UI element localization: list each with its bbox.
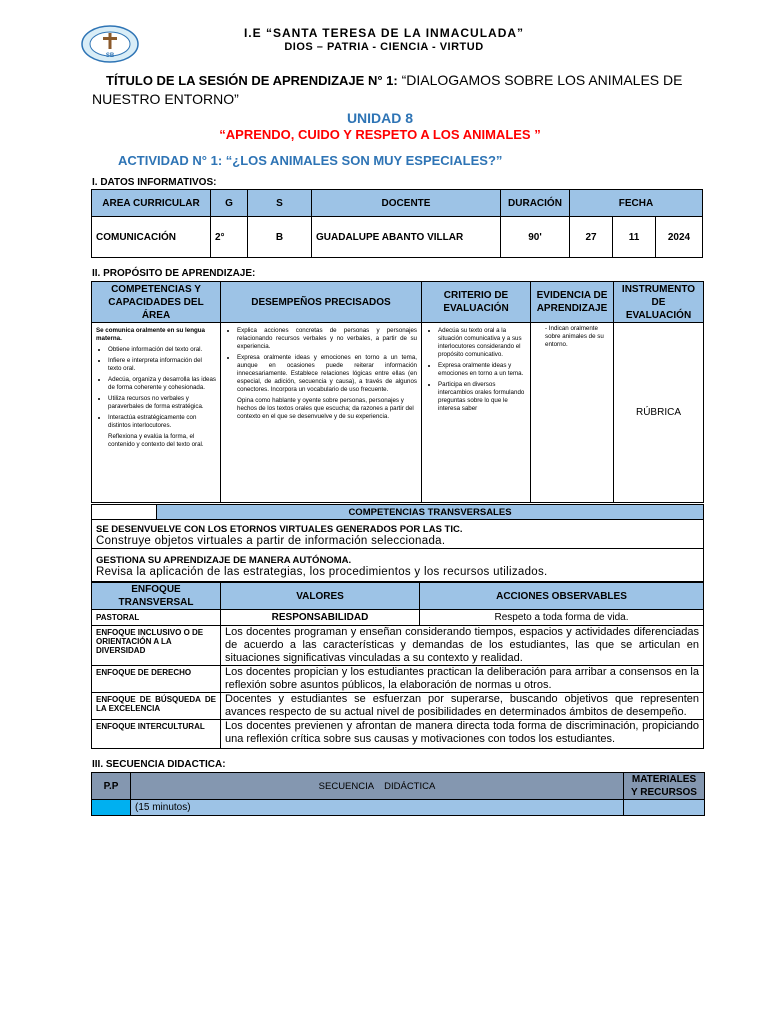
activity-title: ACTIVIDAD N° 1: “¿LOS ANIMALES SON MUY ESPECIALES?” <box>118 153 503 168</box>
capacity-item: • Adecúa, organiza y desarrolla las ideas de forma coherente y cohesionada. <box>108 376 216 392</box>
section-2-heading: II. PROPÓSITO DE APRENDIZAJE: <box>92 268 256 279</box>
date-day: 27 <box>570 217 613 258</box>
transversal-item <box>92 549 704 582</box>
session-title-text-1: “DIALOGAMOS SOBRE LOS ANIMALES DE <box>397 72 683 88</box>
approach-name: ENFOQUE DE DERECHO <box>92 666 221 693</box>
area-value: COMUNICACIÓN <box>92 217 211 258</box>
capacity-item: Reflexiona y evalúa la forma, el contenido y contexto del texto oral. <box>108 433 204 448</box>
col-section: S <box>248 190 312 217</box>
approach-text: Los docentes previenen y afrontan de manera directa toda forma de discriminación, propiciando una reflexión crítica sobre sus causas y motivaciones con todos los estudiantes. <box>221 720 704 749</box>
date-month: 11 <box>613 217 656 258</box>
performance-item: Opina como hablante y oyente sobre personas, personajes y hechos de los textos orales que escucha; da razones a partir del contexto en el que se desenvuelve y de su experiencia. <box>237 397 414 420</box>
col-duration: DURACIÓN <box>501 190 570 217</box>
performances-cell <box>221 323 422 503</box>
transversal-heading: COMPETENCIAS TRANSVERSALES <box>157 505 704 520</box>
col-teacher: DOCENTE <box>312 190 501 217</box>
approach-name: ENFOQUE INCLUSIVO O DE ORIENTACIÓN A LA DIVERSIDAD <box>92 626 221 666</box>
school-name: I.E “SANTA TERESA DE LA INMACULADA” <box>243 26 525 40</box>
col-evidence: EVIDENCIA DE APRENDIZAJE <box>531 282 614 323</box>
unit-subtitle: “APRENDO, CUIDO Y RESPETO A LOS ANIMALES ” <box>219 127 541 142</box>
transversal-item-title: SE DESENVUELVE CON LOS ETORNOS VIRTUALES GENERADOS POR LAS TIC. <box>96 523 463 535</box>
transversal-table <box>91 504 704 582</box>
criterion-item: • Expresa oralmente ideas y emociones en torno a un tema. <box>438 362 526 378</box>
purpose-table <box>91 281 704 503</box>
transversal-item-title: GESTIONA SU APRENDIZAJE DE MANERA AUTÓNOMA. <box>96 554 352 566</box>
criterion-item: • Participa en diversos intercambios orales formulando preguntas sobre lo que le interesa saber <box>438 381 526 413</box>
col-criteria: CRITERIO DE EVALUACIÓN <box>422 282 531 323</box>
col-grade: G <box>211 190 248 217</box>
col-pp: P.P <box>92 773 131 800</box>
capacity-item: • Obtiene información del texto oral. <box>108 346 216 354</box>
grade-value: 2° <box>211 217 248 258</box>
approach-text: Docentes y estudiantes se esfuerzan por superarse, buscando objetivos que representen avances respecto de su actual nivel de posibilidades en determinados ámbitos de desempeño. <box>221 693 704 720</box>
approach-name: ENFOQUE INTERCULTURAL <box>92 720 221 749</box>
criterion-item: • Adecúa su texto oral a la situación comunicativa y a sus interlocutores considerando el propósito comunicativo. <box>438 327 526 359</box>
col-approach: ENFOQUE TRANSVERSAL <box>92 583 221 610</box>
capacity-item: • Utiliza recursos no verbales y paraverbales de forma estratégica. <box>108 395 216 411</box>
col-competences: COMPETENCIAS Y CAPACIDADES DEL ÁREA <box>92 282 221 323</box>
unit-label: UNIDAD 8 <box>346 110 414 126</box>
performance-item: • Expresa oralmente ideas y emociones en torno a un tema, aunque en ocasiones puede reiterar información innecesariamente. Establece relaciones lógicas entre ellas (en especial, de adición, secuencia y causa), a través de algunos conectores. Incorpora un vocabulario de uso frecuente. <box>237 354 417 394</box>
logo-letters: SB <box>105 53 115 59</box>
approach-text: Los docentes propician y los estudiantes practican la deliberación para arribar a consensos en la reflexión sobre asuntos públicos, la elaboración de normas u otros. <box>221 666 704 693</box>
informative-data-table <box>91 189 703 258</box>
col-date: FECHA <box>570 190 703 217</box>
date-year: 2024 <box>656 217 703 258</box>
col-materials: MATERIALES Y RECURSOS <box>624 773 705 800</box>
competence-title: Se comunica oralmente en su lengua materna. <box>96 327 206 342</box>
col-values: VALORES <box>221 583 420 610</box>
approach-action: Respeto a toda forma de vida. <box>420 610 704 626</box>
section-value: B <box>248 217 312 258</box>
col-actions: ACCIONES OBSERVABLES <box>420 583 704 610</box>
capacity-item: • Infiere e interpreta información del texto oral. <box>108 357 216 373</box>
approach-value: RESPONSABILIDAD <box>221 610 420 626</box>
sequence-time: (15 minutos) <box>131 800 624 816</box>
transversal-item <box>92 520 704 549</box>
col-sequence: SECUENCIA DIDÁCTICA <box>131 773 624 800</box>
performance-item: • Explica acciones concretas de personas y personajes relacionando recursos verbales y no verbales, a partir de su experiencia. <box>237 327 417 351</box>
section-3-heading: III. SECUENCIA DIDACTICA: <box>92 759 226 770</box>
school-logo <box>80 24 140 64</box>
col-performances: DESEMPEÑOS PRECISADOS <box>221 282 422 323</box>
capacity-item: • Interactúa estratégicamente con distintos interlocutores. <box>108 414 216 430</box>
approach-text: Los docentes programan y enseñan considerando tiempos, espacios y actividades diferenciadas de acuerdo a las características y demandas de los estudiantes, las que se articulan en situaciones significativas vinculadas a su contexto y realidad. <box>221 626 704 666</box>
criteria-cell <box>422 323 531 503</box>
duration-value: 90' <box>501 217 570 258</box>
session-title-label: TÍTULO DE LA SESIÓN DE APRENDIZAJE N° 1: <box>106 73 398 88</box>
session-title-text-2: NUESTRO ENTORNO” <box>92 91 239 107</box>
materials-cell <box>624 800 705 816</box>
teacher-value: GUADALUPE ABANTO VILLAR <box>312 217 501 258</box>
approaches-table <box>91 582 704 749</box>
col-instrument: INSTRUMENTO DE EVALUACIÓN <box>614 282 704 323</box>
competences-cell <box>92 323 221 503</box>
school-motto: DIOS – PATRIA - CIENCIA - VIRTUD <box>284 41 484 53</box>
transversal-spacer <box>92 505 157 520</box>
sequence-table <box>91 772 705 816</box>
instrument-cell: RÚBRICA <box>614 323 704 503</box>
transversal-item-text: Revisa la aplicación de las estrategias, los procedimientos y los recursos utilizados. <box>96 565 548 578</box>
session-title <box>92 71 692 108</box>
evidence-cell: - Indican oralmente sobre animales de su entorno. <box>531 323 614 503</box>
col-area: AREA CURRICULAR <box>92 190 211 217</box>
section-1-heading: I. DATOS INFORMATIVOS: <box>92 177 217 188</box>
approach-name: PASTORAL <box>92 610 221 626</box>
transversal-item-text: Construye objetos virtuales a partir de información seleccionada. <box>96 534 446 547</box>
approach-name: ENFOQUE DE BÚSQUEDA DE LA EXCELENCIA <box>92 693 221 720</box>
pp-cell <box>92 800 131 816</box>
